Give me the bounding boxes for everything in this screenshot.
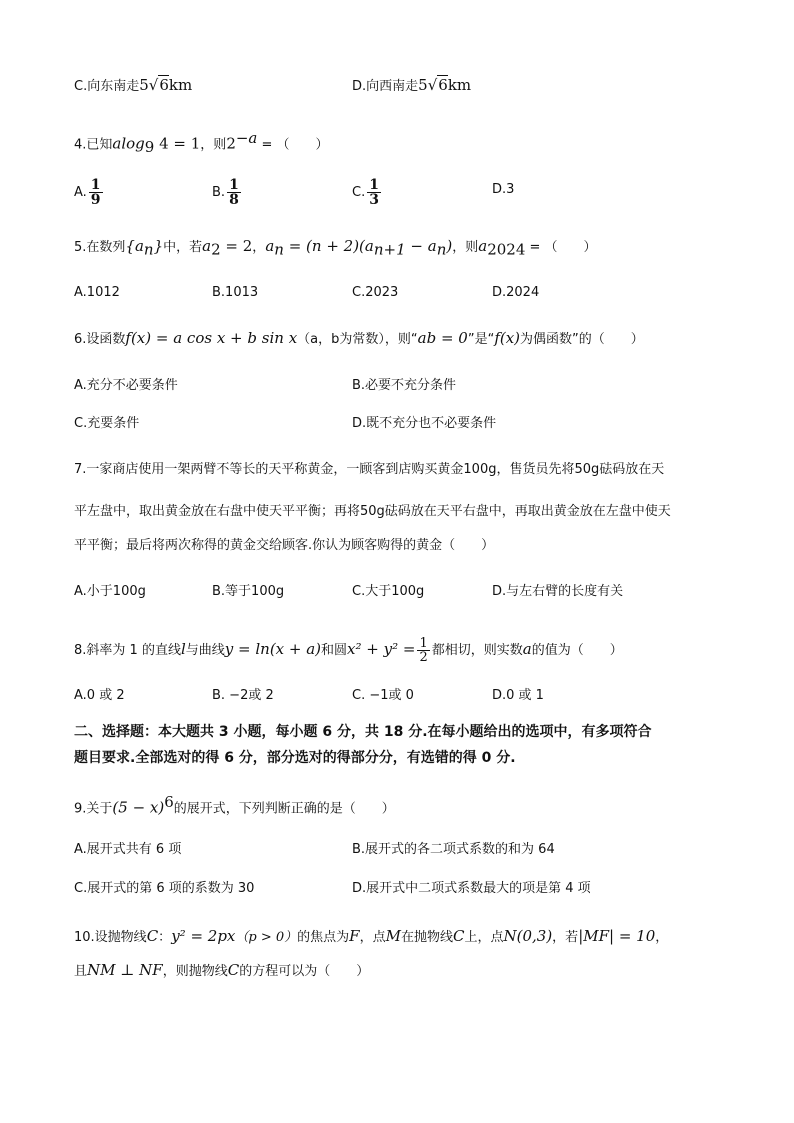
q4-suffix: = （ ）: [257, 137, 329, 153]
q4-expr-exp: −a: [235, 129, 258, 147]
q8-option-c: C. −1或 0: [352, 688, 414, 703]
q7-stem-line1: 7.一家商店使用一架两臂不等长的天平称黄金，一顾客到店购买黄金100g，售货员先将50g砝码放在天: [74, 462, 665, 477]
q4-stem: [74, 128, 329, 157]
q8-l: l: [180, 640, 186, 658]
q5-cond1-sub: 2: [211, 240, 221, 259]
q10-MF: |MF| = 10: [578, 927, 656, 945]
q5-cond2-sub: n: [274, 240, 284, 259]
q10-line2-suffix: 的方程可以为（ ）: [239, 964, 370, 979]
q6-paren: （a，b为常数），则“: [297, 332, 418, 347]
q10-mid3: 在抛物线: [400, 930, 453, 945]
q8-half-den: 2: [419, 650, 428, 665]
q8-circle: x² + y² =: [347, 640, 416, 658]
q6-mid: ”是“: [467, 332, 495, 347]
q9-prefix: 9.关于: [74, 801, 113, 817]
q10-mid2: ，点: [359, 930, 386, 945]
q4-option-c: [352, 178, 383, 207]
q8-option-d: D.0 或 1: [492, 688, 544, 703]
q6-func: f(x) = a cos x + b sin x: [125, 329, 298, 347]
q5-option-b: B.1013: [212, 285, 259, 300]
q8-mid2: 和圆: [321, 643, 348, 658]
q5-cond2-end: ): [446, 237, 453, 255]
q5-cond2-rest: − a: [405, 237, 437, 255]
q7-option-a: A.小于100g: [74, 584, 146, 599]
q10-eq: y² = 2px: [171, 927, 236, 945]
q8-option-a: A.0 或 2: [74, 688, 125, 703]
q5-cond1-rhs: = 2: [220, 237, 253, 255]
q6-cond: ab = 0: [417, 329, 468, 347]
q5-comma: ，: [252, 240, 266, 255]
q8-curve: y = ln(x + a): [224, 640, 322, 658]
q4-prefix: 4.已知: [74, 137, 113, 153]
section2-heading-line2: 题目要求.全部选对的得 6 分，部分选对的得部分分，有选错的得 0 分.: [74, 750, 516, 766]
q6-option-a: A.充分不必要条件: [74, 378, 178, 393]
q9-stem: [74, 792, 395, 819]
q3-option-c-coef: 5: [139, 76, 149, 94]
q9-option-d: D.展开式中二项式系数最大的项是第 4 项: [352, 881, 591, 896]
q4-option-c-label: C.: [352, 185, 366, 200]
q4-option-a-label: A.: [74, 185, 87, 200]
q5-cond2-rhs: = (n + 2)(a: [283, 237, 374, 255]
q5-cond2-sub2: n+1: [373, 240, 406, 259]
q10-C2: C: [452, 927, 465, 945]
q4-option-a-den: 9: [90, 192, 101, 208]
q5-suffix: = （ ）: [525, 240, 597, 255]
q4-base: 9: [144, 137, 155, 156]
q3-option-d-text: D.向西南走: [352, 79, 419, 94]
q10-colon: ：: [158, 930, 172, 945]
q8-option-b: B. −2或 2: [212, 688, 274, 703]
q8-half-num: 1: [419, 636, 428, 651]
q4-option-b-den: 8: [229, 192, 239, 208]
q10-stem-line1: [74, 926, 668, 948]
q4-mid: ，则: [200, 137, 227, 153]
q4-option-d-label: D.3: [492, 182, 515, 197]
q5-prefix: 5.在数列: [74, 240, 126, 255]
q4-expr-base: 2: [226, 134, 236, 153]
q5-cond2: a: [265, 237, 275, 255]
q8-prefix: 8.斜率为 1 的直线: [74, 643, 181, 658]
q3-option-c-rad: 6: [159, 76, 169, 94]
q4-option-b-label: B.: [212, 185, 226, 200]
q3-option-d-coef: 5: [418, 76, 428, 94]
q10-C: C: [146, 927, 159, 945]
q10-M: M: [385, 927, 401, 945]
q4-option-c-num: 1: [369, 177, 379, 193]
q6-option-c: C.充要条件: [74, 416, 140, 431]
q3-option-c-unit: km: [168, 76, 193, 94]
q5-option-c: C.2023: [352, 285, 399, 300]
q5-mid2: ，则: [452, 240, 479, 255]
q4-option-b-num: 1: [229, 177, 239, 193]
q10-line2-mid: ，则抛物线: [162, 964, 228, 979]
q8-suffix: 的值为（ ）: [531, 643, 623, 658]
q5-seq: {a: [125, 237, 144, 255]
q6-option-b: B.必要不充分条件: [352, 378, 457, 393]
q10-line2-prefix: 且: [74, 964, 88, 979]
section2-heading-line1: 二、选择题：本大题共 3 小题，每小题 6 分，共 18 分.在每小题给出的选项中，有多项符合: [74, 724, 652, 740]
q3-option-d-rad: 6: [438, 76, 448, 94]
q7-option-d: D.与左右臂的长度有关: [492, 584, 624, 599]
q9-option-c: C.展开式的第 6 项的系数为 30: [74, 881, 255, 896]
q3-option-c: C.向东南走5√6km: [74, 76, 193, 94]
q10-F: F: [349, 927, 360, 945]
q4-cond: alog: [112, 134, 145, 153]
q6-prefix: 6.设函数: [74, 332, 126, 347]
q7-option-b: B.等于100g: [212, 584, 285, 599]
q10-stem-line2: [74, 960, 369, 982]
q9-exp: 6: [164, 793, 174, 811]
q10-mid1: 的焦点为: [297, 930, 350, 945]
q10-C3: C: [227, 961, 240, 979]
q9-option-b: B.展开式的各二项式系数的和为 64: [352, 842, 555, 857]
q3-option-c-text: C.向东南走: [74, 79, 140, 94]
q3-option-d-unit: km: [447, 76, 472, 94]
q10-prefix: 10.设抛物线: [74, 930, 147, 945]
q7-stem-line3: 平平衡；最后将两次称得的黄金交给顾客.你认为顾客购得的黄金（ ）: [74, 538, 495, 553]
q5-seq-end: }: [153, 237, 164, 255]
q7-option-c: C.大于100g: [352, 584, 425, 599]
q10-N: N(0,3): [503, 927, 553, 945]
q6-option-d: D.既不充分也不必要条件: [352, 416, 497, 431]
q5-option-d: D.2024: [492, 285, 540, 300]
q6-fx: f(x): [494, 329, 521, 347]
q10-comma: ，: [655, 930, 669, 945]
q9-option-a: A.展开式共有 6 项: [74, 842, 182, 857]
q8-stem: [74, 634, 623, 666]
q10-perp: NM ⊥ NF: [87, 961, 163, 979]
q5-stem: [74, 236, 597, 260]
q9-suffix: 的展开式，下列判断正确的是（ ）: [173, 801, 395, 817]
q10-cond: （p > 0）: [235, 930, 298, 945]
q5-cond1: a: [202, 237, 212, 255]
q8-a: a: [522, 640, 532, 658]
q5-cond2-sub3: n: [436, 240, 447, 259]
q4-option-b: [212, 178, 243, 207]
q9-expr: (5 − x): [112, 798, 165, 817]
q3-option-d: D.向西南走5√6km: [352, 76, 472, 94]
q10-mid5: ，若: [552, 930, 579, 945]
q8-mid3: 都相切，则实数: [431, 643, 523, 658]
q5-mid1: 中，若: [163, 240, 203, 255]
q5-option-a: A.1012: [74, 285, 120, 300]
q8-mid1: 与曲线: [185, 643, 225, 658]
q10-mid4: 上，点: [464, 930, 504, 945]
q4-option-d: [492, 180, 514, 200]
q6-suffix: 为偶函数”的（ ）: [520, 332, 644, 347]
q4-option-c-den: 3: [369, 192, 379, 208]
q4-arg: 4 = 1: [154, 134, 201, 153]
q7-stem-line2: 平左盘中，取出黄金放在右盘中使天平平衡；再将50g砝码放在天平右盘中，再取出黄金放在左盘中使天: [74, 504, 671, 519]
q5-seq-sub: n: [143, 240, 154, 259]
q6-stem: [74, 328, 644, 350]
q4-option-a-num: 1: [90, 177, 101, 193]
q5-target-sub: 2024: [487, 240, 526, 259]
q4-option-a: [74, 178, 105, 207]
q5-target: a: [478, 237, 488, 255]
